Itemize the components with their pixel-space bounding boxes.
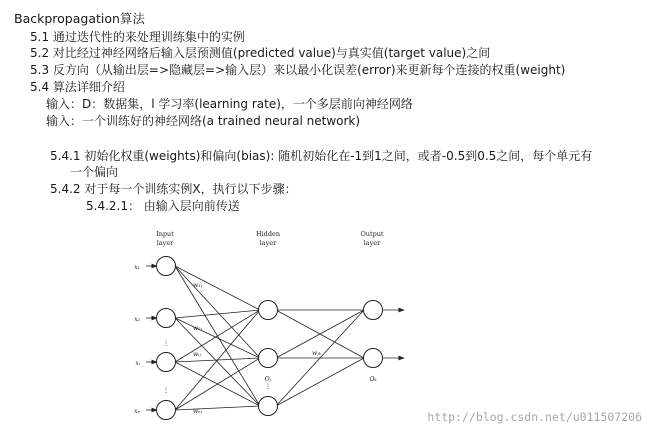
edge — [175, 266, 260, 358]
output-layer-label-2: layer — [363, 239, 381, 247]
item-5-3: 5.3 反方向（从输出层=>隐藏层=>输入层）来以最小化误差(error)来更新每个连接的权重(weight) — [30, 63, 566, 77]
input-line-2: 输入：一个训练好的神经网络(a trained neural network) — [46, 114, 361, 128]
hidden-layer-label-1: Hidden — [255, 230, 281, 238]
edge — [175, 310, 260, 362]
edge — [276, 358, 364, 406]
input-node-1 — [157, 257, 176, 276]
hidden-node-j — [259, 349, 278, 368]
edge — [175, 310, 260, 318]
doc-title: Backpropagation算法 — [14, 11, 145, 26]
edge — [175, 310, 260, 410]
step-5-4-1-line-2: 一个偏向 — [70, 165, 119, 179]
connections — [146, 266, 404, 410]
edge — [175, 358, 260, 410]
ellipsis-input-upper: ⋮ — [162, 339, 170, 347]
edge — [175, 266, 260, 310]
label-w1j: w₁ⱼ — [193, 282, 203, 289]
label-oj: Oⱼ — [264, 376, 272, 383]
edge — [175, 318, 260, 358]
watermark: http://blog.csdn.net/u011507206 — [427, 410, 642, 424]
label-wnj: wₙⱼ — [193, 408, 203, 415]
ellipsis-input-lower: ⋮ — [162, 386, 170, 394]
edge — [175, 318, 260, 406]
item-5-4: 5.4 算法详细介绍 — [30, 80, 125, 94]
input-node-2 — [157, 309, 176, 328]
hidden-node-1 — [259, 301, 278, 320]
label-x2: x₂ — [134, 316, 140, 323]
step-5-4-2-1: 5.4.2.1： 由输入层向前传送 — [86, 199, 240, 213]
input-layer-label-2: layer — [156, 239, 174, 247]
hidden-node-3 — [259, 397, 278, 416]
hidden-layer-label-2: layer — [259, 239, 277, 247]
output-node-k — [364, 349, 383, 368]
input-layer-label-1: Input — [156, 230, 174, 238]
output-node-1 — [364, 301, 383, 320]
item-5-1: 5.1 通过迭代性的来处理训练集中的实例 — [30, 30, 245, 44]
input-node-n — [157, 401, 176, 420]
input-line-1: 输入：D：数据集，l 学习率(learning rate)，一个多层前向神经网络 — [46, 97, 413, 111]
label-xn: xₙ — [134, 408, 140, 415]
item-5-2: 5.2 对比经过神经网络后输入层预测值(predicted value)与真实值(target value)之间 — [30, 46, 491, 60]
label-wjk: wⱼₖ — [312, 350, 321, 357]
label-xi: xᵢ — [135, 360, 140, 367]
edge — [175, 406, 260, 410]
ellipsis-hidden: ⋮ — [264, 382, 272, 390]
label-wij: wᵢⱼ — [193, 351, 201, 358]
label-x1: x₁ — [134, 264, 140, 271]
output-layer-label-1: Output — [360, 230, 384, 238]
label-ok: Oₖ — [369, 376, 377, 383]
step-5-4-1-line-1: 5.4.1 初始化权重(weights)和偏向(bias): 随机初始化在-1到1之间，或者-0.5到0.5之间，每个单元有 — [50, 149, 593, 163]
label-w2j: w₂ⱼ — [193, 325, 203, 332]
step-5-4-2: 5.4.2 对于每一个训练实例X，执行以下步骤： — [50, 182, 297, 196]
input-node-i — [157, 353, 176, 372]
